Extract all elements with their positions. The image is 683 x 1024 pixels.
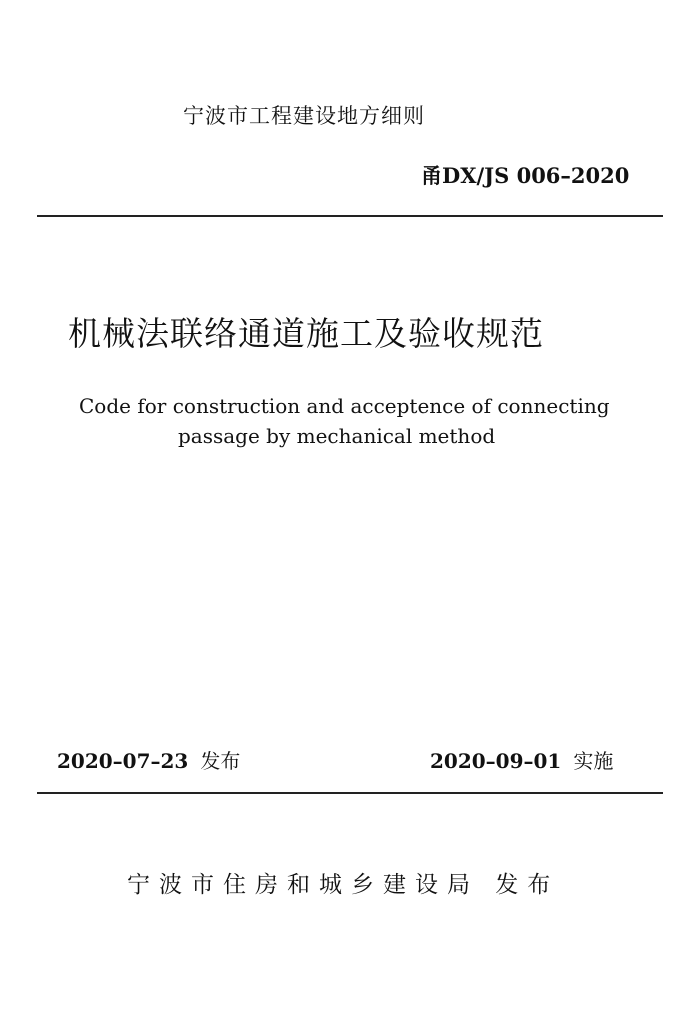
implement-date-block bbox=[430, 745, 613, 774]
bottom-divider bbox=[37, 792, 663, 794]
standard-number: 甬DX/JS 006–2020 bbox=[421, 163, 630, 188]
top-divider bbox=[37, 215, 663, 217]
english-title-line-1: Code for construction and acceptence of connecting bbox=[79, 394, 610, 418]
issue-date: 2020–07–23 bbox=[57, 749, 189, 773]
series-title: 宁波市工程建设地方细则 bbox=[183, 104, 425, 128]
implement-label: 实施 bbox=[573, 749, 614, 773]
issue-label: 发布 bbox=[200, 749, 241, 773]
english-title-line-2: passage by mechanical method bbox=[178, 424, 496, 448]
issue-date-block bbox=[57, 745, 240, 774]
publisher: 宁波市住房和城乡建设局 发布 bbox=[127, 872, 560, 898]
implement-date: 2020–09–01 bbox=[430, 749, 562, 773]
chinese-title: 机械法联络通道施工及验收规范 bbox=[68, 314, 544, 353]
